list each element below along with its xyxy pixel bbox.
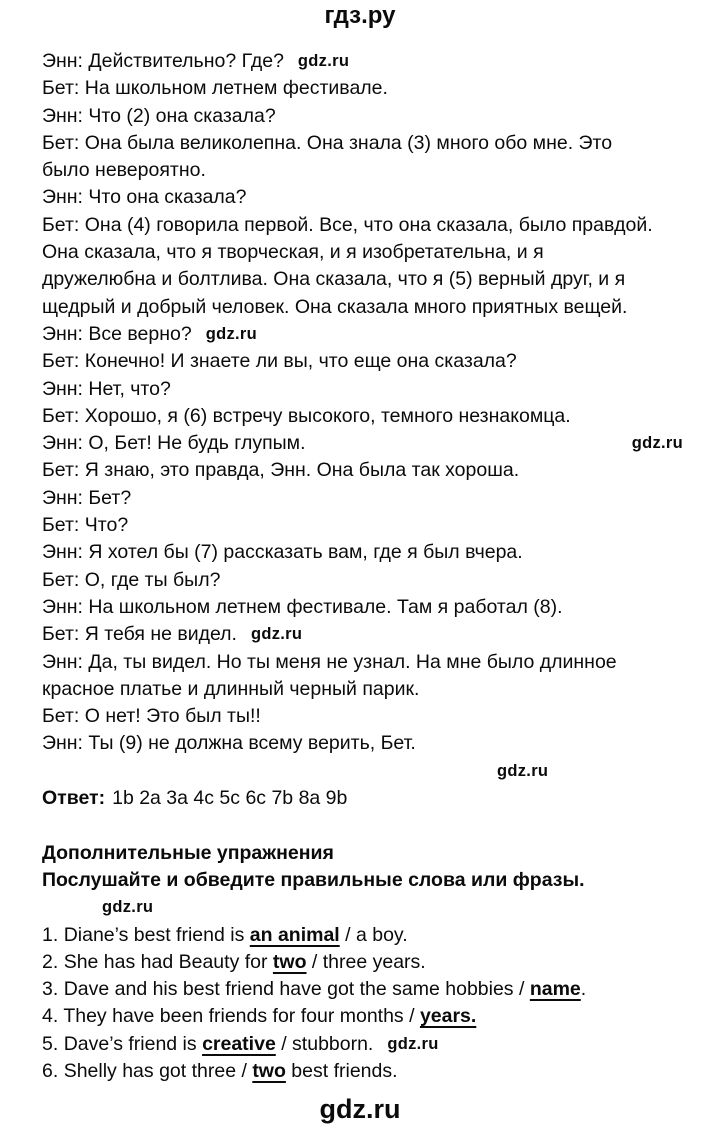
dialogue-text: Энн: Я хотел бы (7) рассказать вам, где я был вчера.	[42, 541, 523, 564]
gdz-watermark: gdz.ru	[387, 1034, 439, 1053]
dialogue-line	[42, 130, 720, 157]
exercise-text: / a boy.	[339, 923, 408, 946]
exercise-text: .	[580, 978, 587, 1001]
dialogue-text: Энн: Да, ты видел. Но ты меня не узнал. На мне было длинное	[42, 650, 617, 673]
exercise-text: Dave and his best friend have got the same hobbies /	[63, 978, 530, 1001]
dialogue-line	[42, 266, 720, 293]
dialogue-line	[42, 376, 720, 403]
exercise-text: Shelly has got three /	[63, 1059, 253, 1082]
exercise-text: They have been friends for four months /	[63, 1005, 420, 1028]
dialogue-line	[42, 184, 720, 211]
spacer-line	[42, 812, 720, 839]
extra-title: Дополнительные упражнения	[42, 841, 334, 864]
dialogue-line	[42, 321, 720, 348]
dialogue-line	[42, 239, 720, 266]
dialogue-text: Энн: Все верно?	[42, 322, 192, 345]
exercise-item	[42, 976, 720, 1003]
dialogue-line	[42, 485, 720, 512]
dialogue-line	[42, 567, 720, 594]
dialogue-line	[42, 294, 720, 321]
exercise-text: Diane’s best friend is	[63, 923, 250, 946]
exercise-text: best friends.	[285, 1059, 398, 1082]
exercise-item	[42, 1031, 720, 1058]
footer-watermark: gdz.ru	[319, 1094, 401, 1124]
dialogue-text: Бет: Хорошо, я (6) встречу высокого, темного незнакомца.	[42, 404, 571, 427]
answer-label: Ответ:	[42, 787, 106, 810]
exercise-number: 4.	[42, 1005, 64, 1028]
dialogue-text: Энн: Ты (9) не должна всему верить, Бет.	[42, 732, 416, 755]
circled-answer: two	[252, 1059, 286, 1082]
dialogue-text: красное платье и длинный черный парик.	[42, 677, 420, 700]
exercise-text: Dave’s friend is	[63, 1032, 203, 1055]
exercise-item	[42, 949, 720, 976]
dialogue-text: Бет: О нет! Это был ты!!	[42, 705, 261, 728]
dialogue-text: щедрый и добрый человек. Она сказала много приятных вещей.	[42, 295, 628, 318]
dialogue-line	[42, 621, 720, 648]
exercise-number: 6.	[42, 1059, 64, 1082]
gdz-watermark: gdz.ru	[205, 324, 257, 343]
dialogue-text: Бет: Она (4) говорила первой. Все, что она сказала, было правдой.	[42, 213, 653, 236]
dialogue-text: было невероятно.	[42, 159, 206, 182]
circled-answer: two	[272, 950, 307, 973]
dialogue-line	[42, 457, 720, 484]
dialogue-text: Бет: Я тебя не видел.	[42, 623, 237, 646]
site-title: гдз.ру	[324, 2, 396, 29]
dialogue-line	[42, 676, 720, 703]
dialogue-line	[42, 348, 720, 375]
dialogue-line	[42, 594, 720, 621]
dialogue-text: Энн: На школьном летнем фестивале. Там я работал (8).	[42, 595, 563, 618]
dialogue-text: Бет: Что?	[42, 514, 129, 537]
dialogue-line	[42, 403, 720, 430]
answer-line	[42, 785, 720, 812]
dialogue-text: Бет: Я знаю, это правда, Энн. Она была так хороша.	[42, 459, 520, 482]
dialogue-text: Энн: Бет?	[42, 486, 132, 509]
circled-answer: years.	[419, 1005, 477, 1028]
dialogue-line	[42, 48, 720, 75]
dialogue-text: Бет: Конечно! И знаете ли вы, что еще она сказала?	[42, 350, 517, 373]
gdz-watermark: gdz.ru	[250, 625, 303, 644]
gdz-watermark: gdz.ru	[102, 898, 154, 917]
dialogue-line	[42, 430, 720, 457]
gdz-watermark: gdz.ru	[297, 52, 350, 70]
dialogue	[42, 48, 720, 785]
dialogue-text: Энн: Нет, что?	[42, 377, 171, 400]
dialogue-line	[42, 649, 720, 676]
dialogue-text: Энн: Что (2) она сказала?	[42, 104, 276, 127]
dialogue-line	[42, 212, 720, 239]
watermark-line	[42, 894, 720, 921]
exercise-number: 1.	[42, 923, 64, 946]
dialogue-line	[42, 157, 720, 184]
gdz-watermark: gdz.ru	[497, 761, 549, 780]
dialogue-line	[42, 512, 720, 539]
extra-instruction: Послушайте и обведите правильные слова или фразы.	[42, 868, 585, 891]
exercise-number: 5.	[42, 1032, 64, 1055]
circled-answer: an animal	[249, 923, 340, 946]
dialogue-line	[42, 539, 720, 566]
dialogue-line	[42, 758, 720, 785]
exercise-text: / stubborn.	[275, 1032, 374, 1055]
dialogue-line	[42, 730, 720, 757]
exercise-item	[42, 1058, 720, 1085]
exercise-list	[42, 922, 720, 1086]
exercise-text: She has had Beauty for	[63, 950, 273, 973]
circled-answer: name	[529, 978, 581, 1001]
dialogue-line	[42, 75, 720, 102]
exercise-item	[42, 922, 720, 949]
exercise-item	[42, 1003, 720, 1030]
dialogue-text: Бет: На школьном летнем фестивале.	[42, 77, 388, 100]
dialogue-line	[42, 103, 720, 130]
answer-value: 1b 2a 3a 4c 5c 6c 7b 8a 9b	[112, 787, 348, 810]
exercise-text: / three years.	[306, 950, 426, 973]
dialogue-text: Энн: О, Бет! Не будь глупым.	[42, 432, 306, 455]
dialogue-text: Бет: Она была великолепна. Она знала (3) много обо мне. Это	[42, 131, 613, 154]
exercise-number: 3.	[42, 978, 64, 1001]
dialogue-text: дружелюбна и болтлива. Она сказала, что я (5) верный друг, и я	[42, 268, 626, 291]
exercise-number: 2.	[42, 950, 64, 973]
dialogue-text: Она сказала, что я творческая, и я изобретательна, и я	[42, 241, 544, 264]
dialogue-text: Энн: Действительно? Где?	[42, 50, 284, 72]
gdz-watermark: gdz.ru	[631, 434, 683, 453]
dialogue-text: Энн: Что она сказала?	[42, 186, 247, 209]
dialogue-text: Бет: О, где ты был?	[42, 568, 221, 591]
circled-answer: creative	[202, 1032, 276, 1055]
dialogue-line	[42, 703, 720, 730]
page-content	[42, 48, 720, 1085]
